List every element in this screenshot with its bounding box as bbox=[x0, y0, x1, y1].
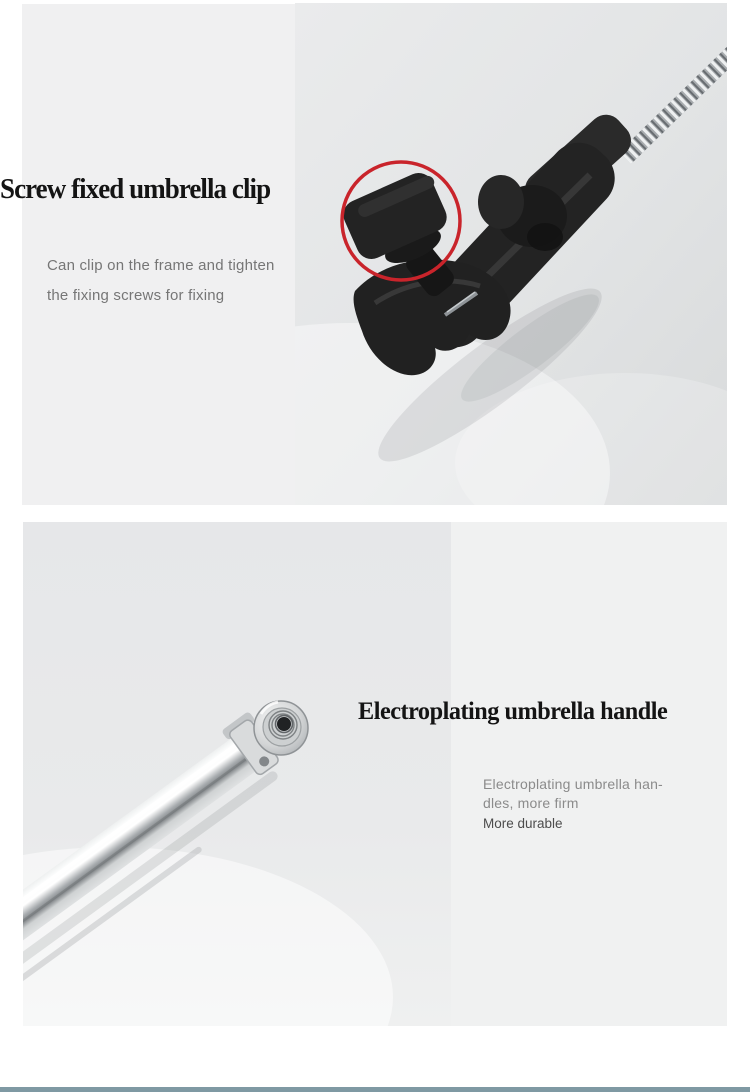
clip-title: Screw fixed umbrella clip bbox=[0, 173, 271, 205]
clip-desc-line-2: the fixing screws for fixing bbox=[47, 287, 225, 304]
clip-description bbox=[47, 251, 275, 311]
handle-description bbox=[483, 775, 663, 813]
handle-text-panel bbox=[451, 522, 727, 1026]
handle-desc-line-2: dles, more firm bbox=[483, 795, 579, 811]
footer-accent-bar bbox=[0, 1087, 750, 1092]
clip-desc-line-1: Can clip on the frame and tighten bbox=[47, 257, 275, 274]
handle-desc-line-1: Electroplating umbrella han- bbox=[483, 776, 663, 792]
handle-more-durable-label: More durable bbox=[483, 816, 563, 831]
threaded-cap bbox=[254, 701, 308, 755]
umbrella-handle-photo bbox=[23, 522, 451, 1026]
umbrella-clip-photo bbox=[295, 3, 727, 505]
clip-hinge bbox=[478, 175, 524, 229]
handle-title: Electroplating umbrella handle bbox=[358, 698, 668, 725]
clip-hinge bbox=[527, 223, 563, 251]
